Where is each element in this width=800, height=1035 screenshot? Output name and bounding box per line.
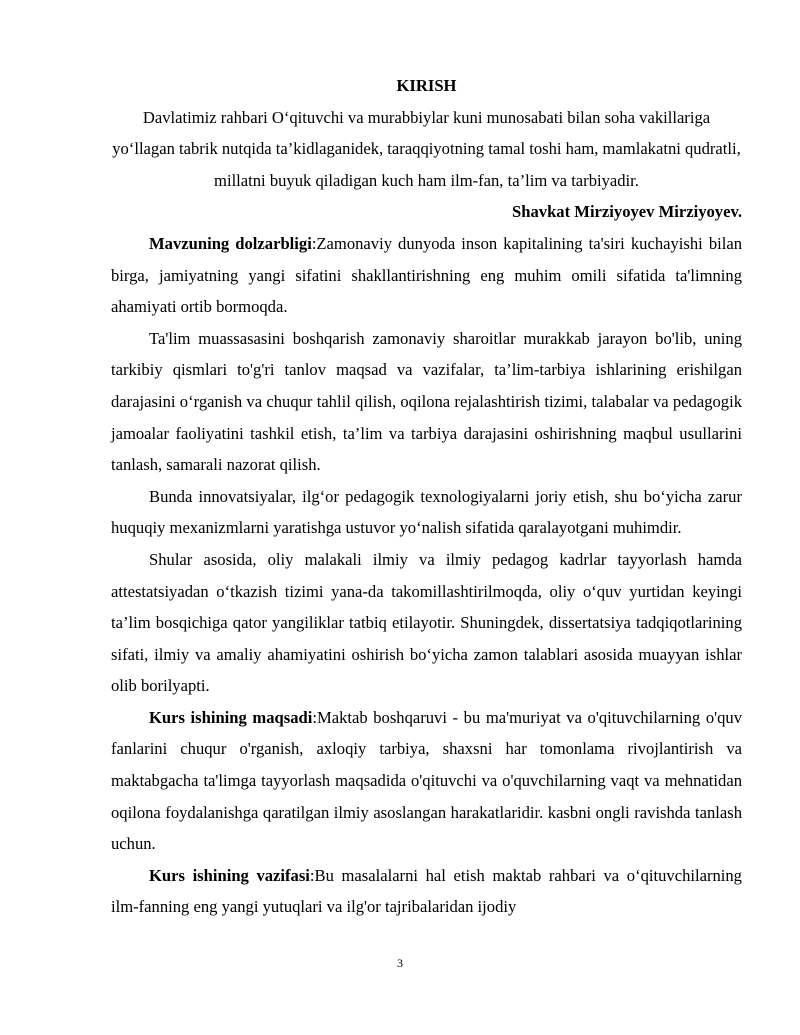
paragraph-heading: Kurs ishining maqsadi: [149, 707, 313, 727]
paragraph-text: Ta'lim muassasasini boshqarish zamonaviy sharoitlar murakkab jarayon bo'lib, uning tarkibiy qismlari to'g'ri tanlov maqsad va vazifalar, ta’lim-tarbiya ishlarining erishilgan darajasini o‘rganish va chuqur tahlil qilish, oqilona rejalashtirish tizimi, talabalar va pedagogik jamoalar faoliyatini tashkil etish, ta’lim va tarbiya darajasini oshirishning maqbul usullarini tanlash, samarali nazorat qilish.: [111, 328, 742, 475]
paragraph-text: :Zamonaviy dunyoda inson kapitalining ta'siri kuchayishi bilan birga, jamiyatning yangi sifatini shakllantirishning eng muhim omili sifatida ta'limning ahamiyati ortib bormoqda.: [111, 233, 743, 317]
page-content: [111, 70, 742, 923]
section-title: KIRISH: [396, 76, 457, 95]
paragraph-tasks: [111, 860, 742, 923]
paragraph-attestation: [111, 544, 742, 702]
paragraph-text: Bunda innovatsiyalar, ilg‘or pedagogik texnologiyalarni joriy etish, shu bo‘yicha zarur huquqiy mexanizmlarni yaratishga ustuvor yo‘nalish sifatida qaralayotgani muhimdir.: [111, 486, 742, 538]
paragraph-heading: Mavzuning dolzarbligi: [149, 233, 312, 253]
paragraph-text: :Bu masalalarni hal etish maktab rahbari va o‘qituvchilarning ilm-fanning eng yangi yutuqlari va ilg'or tajribalaridan ijodiy: [111, 865, 742, 917]
epigraph-author: Shavkat Mirziyoyev Mirziyoyev.: [512, 202, 742, 222]
paragraph-goal: [111, 702, 742, 860]
paragraph-relevance: [111, 228, 742, 323]
epigraph-quote: Davlatimiz rahbari O‘qituvchi va murabbiylar kuni munosabati bilan soha vakillariga yo‘llagan tabrik nutqida ta’kidlaganidek, taraqqiyotning tamal toshi ham, mamlakatni qudratli, millatni buyuk qiladigan kuch ham ilm-fan, ta’lim va tarbiyadir.: [112, 107, 741, 190]
paragraph-management: [111, 323, 742, 481]
paragraph-heading: Kurs ishining vazifasi: [149, 865, 310, 885]
page-number: 3: [397, 956, 403, 970]
paragraph-innovation: [111, 481, 742, 544]
paragraph-text: Shular asosida, oliy malakali ilmiy va ilmiy pedagog kadrlar tayyorlash hamda attestatsiyadan o‘tkazish tizimi yana-da takomillashtirilmoqda, oliy o‘quv yurtidan keyingi ta’lim bosqichiga qator yangiliklar tatbiq etilayotir. Shuningdek, dissertatsiya tadqiqotlarining sifati, ilmiy va amaliy ahamiyatini oshirish bo‘yicha zamon talablari asosida muayyan ishlar olib borilyapti.: [111, 549, 742, 696]
paragraph-text: :Maktab boshqaruvi - bu ma'muriyat va o'qituvchilarning o'quv fanlarini chuqur o'rganish, axloqiy tarbiya, shaxsni har tomonlama rivojlantirish va maktabgacha ta'limga tayyorlash maqsadida o'qituvchi va o'quvchilarning vaqt va mehnatidan oqilona foydalanishga qaratilgan ilmiy asoslangan harakatlaridir. kasbni ongli ravishda tanlash uchun.: [111, 707, 742, 854]
